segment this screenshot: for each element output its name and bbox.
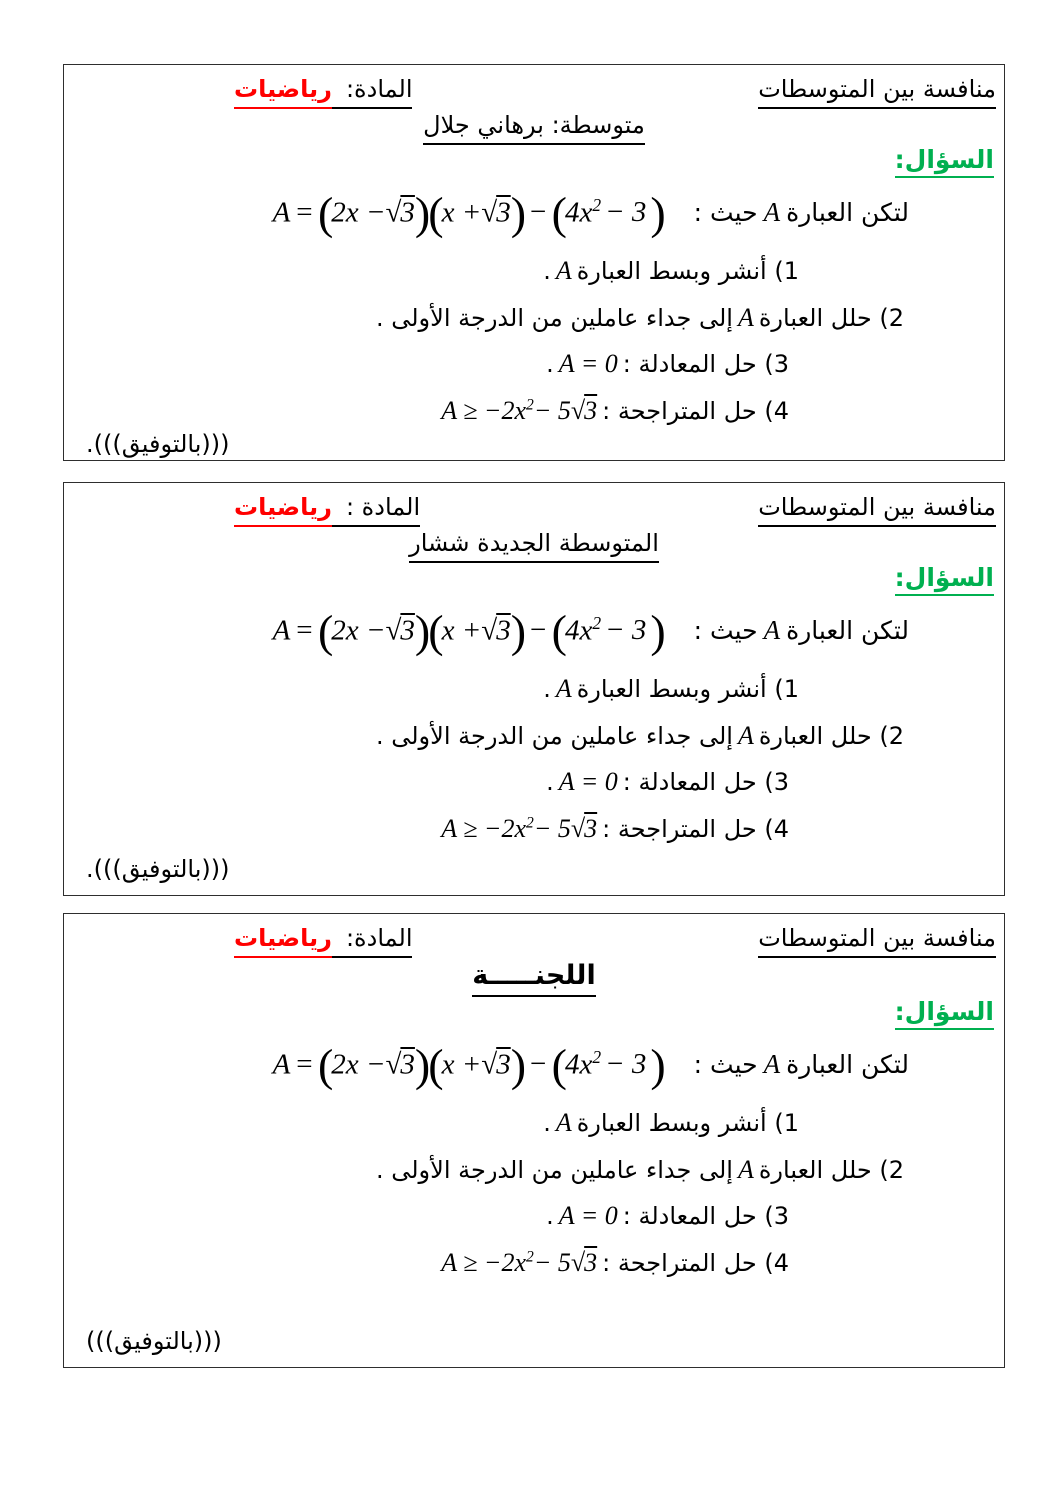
subject-value: رياضيات [234, 924, 332, 958]
school-name: متوسطة: برهاني جلال [423, 111, 645, 145]
left-paren: ( [428, 1039, 442, 1091]
left-paren: ( [428, 187, 442, 239]
radical-sign: √ [385, 196, 401, 229]
school-name: اللجنـــــة [472, 960, 595, 997]
intro-clause [694, 1049, 909, 1080]
formula-row [64, 182, 1004, 242]
question-label: السؤال: [895, 563, 994, 596]
competition-title: منافسة بين المتوسطات [758, 75, 996, 109]
right-paren: ) [510, 1039, 525, 1091]
school-row [64, 111, 1004, 145]
item-4: 4) حل المتراجحة :A ≥ $-2x^2- 5√3$ [64, 810, 1004, 848]
item-variable: A [737, 302, 754, 332]
right-paren: ) [650, 605, 664, 657]
math-var: A [272, 196, 291, 229]
question-items [64, 670, 1004, 848]
intro-clause [694, 615, 909, 646]
section-header [64, 491, 1004, 527]
subject-value: رياضيات [234, 75, 332, 109]
subject-field [234, 75, 412, 109]
radical-sign: √ [385, 1048, 401, 1081]
question-label: السؤال: [895, 145, 994, 178]
radical-sign: √ [481, 1048, 497, 1081]
left-paren: ( [551, 187, 565, 239]
item-equation: A = 0 [558, 1201, 618, 1231]
intro-suffix: حيث : [693, 615, 758, 645]
right-paren: ) [510, 605, 525, 657]
item-2: 2) حلل العبارةAإلى جداء عاملين من الدرجة الأولى . [375, 1154, 904, 1184]
left-paren: ( [551, 605, 565, 657]
section-header [64, 922, 1004, 958]
section-header [64, 73, 1004, 109]
good-luck-footer: (((بالتوفيق))). [86, 855, 230, 883]
exam-section-3 [63, 913, 1005, 1368]
math-var: A [272, 614, 291, 647]
intro-text: لتكن العبارة [786, 615, 909, 645]
school-row [64, 960, 1004, 997]
item-variable: A [555, 1108, 572, 1137]
item-1: 1) أنشر وبسط العبارةA. [543, 674, 799, 703]
right-paren: ) [650, 1039, 664, 1091]
radical-sign: √ [481, 196, 497, 229]
formula-row [64, 600, 1004, 660]
item-2: 2) حلل العبارةAإلى جداء عاملين من الدرجة الأولى . [375, 720, 904, 750]
left-paren: ( [317, 187, 332, 239]
exponent: 2 [592, 612, 602, 633]
item-4: 4) حل المتراجحة :A ≥ $-2x^2- 5√3$ [64, 392, 1004, 430]
left-paren: ( [551, 1039, 565, 1091]
item-inequality: $A \ge -2x^2- 5√3$ [441, 1248, 598, 1278]
left-paren: ( [317, 1039, 332, 1091]
left-paren: ( [428, 605, 442, 657]
good-luck-footer: (((بالتوفيق))). [86, 429, 230, 458]
item-inequality: $A \ge -2x^2- 5√3$ [441, 814, 598, 844]
expression-A: $A =(2x -√3)(x +√3) -(4x^2 - 3)$ [272, 187, 664, 239]
item-equation: A = 0 [558, 767, 618, 797]
radical-sign: √ [570, 396, 585, 426]
item-3: 3) حل المعادلة :A = 0. [546, 349, 789, 379]
item-3: 3) حل المعادلة :A = 0. [546, 1201, 789, 1231]
radical-sign: √ [385, 614, 401, 647]
item-4: 4) حل المتراجحة :A ≥ $-2x^2- 5√3$ [64, 1244, 1004, 1282]
item-variable: A [737, 1154, 754, 1184]
subject-label: المادة: [332, 924, 413, 958]
expression-A: $A =(2x -√3)(x +√3) -(4x^2 - 3)$ [272, 1039, 664, 1091]
item-inequality: $A \ge -2x^2- 5√3$ [441, 396, 598, 426]
exam-section-2 [63, 482, 1005, 896]
subject-label: المادة : [332, 493, 420, 527]
item-equation: A = 0 [558, 349, 618, 379]
question-row [64, 563, 1004, 596]
intro-variable: A [763, 196, 781, 227]
right-paren: ) [414, 187, 429, 239]
good-luck-footer: (((بالتوفيق))) [86, 1327, 222, 1355]
school-row [64, 529, 1004, 563]
right-paren: ) [650, 187, 664, 239]
left-paren: ( [317, 605, 332, 657]
subject-field [234, 924, 412, 958]
math-var: A [272, 1048, 291, 1081]
radical-sign: √ [570, 1248, 585, 1278]
intro-variable: A [763, 1048, 781, 1079]
item-1: 1) أنشر وبسط العبارةA. [543, 1108, 799, 1137]
question-label: السؤال: [895, 997, 994, 1030]
question-items [64, 252, 1004, 430]
intro-suffix: حيث : [693, 197, 758, 227]
item-variable: A [555, 256, 572, 285]
subject-label: المادة: [332, 75, 413, 109]
item-variable: A [555, 674, 572, 703]
subject-field [234, 493, 420, 527]
radical-sign: √ [481, 614, 497, 647]
intro-text: لتكن العبارة [786, 1049, 909, 1079]
item-1: 1) أنشر وبسط العبارةA. [543, 256, 799, 285]
item-variable: A [737, 720, 754, 750]
expression-A: $A =(2x -√3)(x +√3) -(4x^2 - 3)$ [272, 605, 664, 657]
radical-sign: √ [570, 814, 585, 844]
item-3: 3) حل المعادلة :A = 0. [546, 767, 789, 797]
exam-section-1 [63, 64, 1005, 461]
question-items [64, 1104, 1004, 1282]
competition-title: منافسة بين المتوسطات [758, 924, 996, 958]
intro-variable: A [763, 614, 781, 645]
question-row [64, 145, 1004, 178]
formula-row [64, 1034, 1004, 1094]
exponent: 2 [526, 396, 534, 414]
question-row [64, 997, 1004, 1030]
subject-value: رياضيات [234, 493, 332, 527]
right-paren: ) [510, 187, 525, 239]
intro-suffix: حيث : [693, 1049, 758, 1079]
competition-title: منافسة بين المتوسطات [758, 493, 996, 527]
exponent: 2 [526, 1248, 534, 1266]
item-2: 2) حلل العبارةAإلى جداء عاملين من الدرجة الأولى . [375, 302, 904, 332]
intro-clause [694, 197, 909, 228]
school-name: المتوسطة الجديدة ششار [409, 529, 659, 563]
intro-text: لتكن العبارة [786, 197, 909, 227]
exponent: 2 [592, 194, 602, 215]
exponent: 2 [526, 814, 534, 832]
right-paren: ) [414, 1039, 429, 1091]
right-paren: ) [414, 605, 429, 657]
exponent: 2 [592, 1046, 602, 1067]
